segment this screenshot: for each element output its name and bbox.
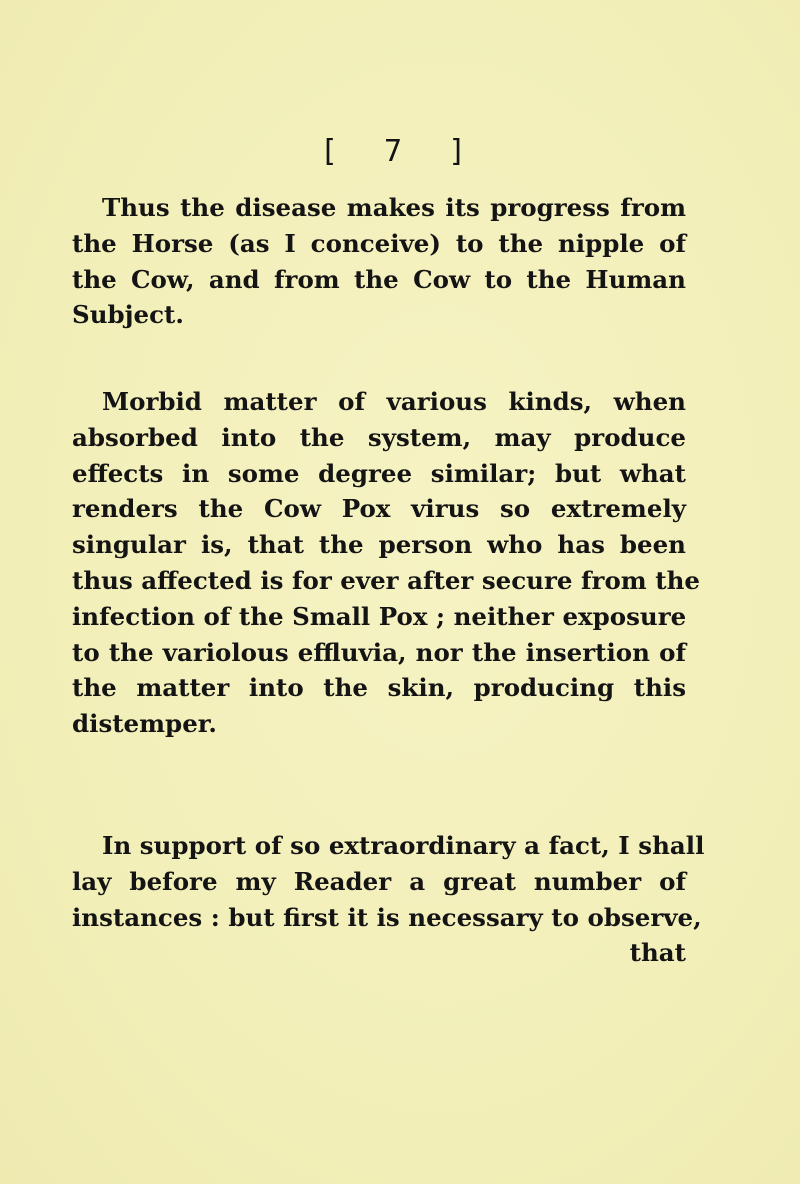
text-line: lay before my Reader a great number of bbox=[72, 866, 686, 896]
text-line: thus affected is for ever after secure from the bbox=[72, 565, 700, 595]
text-line: the Cow, and from the Cow to the Human bbox=[72, 264, 686, 294]
text-line: to the variolous effluvia, nor the insertion of bbox=[72, 637, 686, 667]
paragraph-1 bbox=[72, 190, 686, 333]
text-line: renders the Cow Pox virus so extremely bbox=[72, 494, 686, 524]
text-line: absorbed into the system, may produce bbox=[72, 422, 686, 452]
catchword: that bbox=[629, 938, 686, 968]
paragraph-3 bbox=[72, 828, 705, 971]
text-line: Morbid matter of various kinds, when bbox=[102, 387, 686, 416]
paragraph-2 bbox=[72, 384, 700, 742]
text-line: infection of the Small Pox ; neither exposure bbox=[72, 601, 687, 631]
text-line: the Horse (as I conceive) to the nipple of bbox=[72, 228, 686, 258]
page-number: [ 7 ] bbox=[319, 134, 481, 169]
text-line: In support of so extraordinary a fact, I shall bbox=[102, 831, 705, 860]
text-line: effects in some degree similar; but what bbox=[72, 458, 686, 488]
text-line: Thus the disease makes its progress from bbox=[102, 193, 686, 222]
text-line: the matter into the skin, producing this bbox=[72, 673, 686, 703]
text-line: singular is, that the person who has been bbox=[72, 530, 686, 560]
text-line: instances : but first it is necessary to observe, bbox=[72, 902, 702, 932]
text-line: Subject. bbox=[72, 300, 184, 330]
text-line: distemper. bbox=[72, 709, 217, 739]
